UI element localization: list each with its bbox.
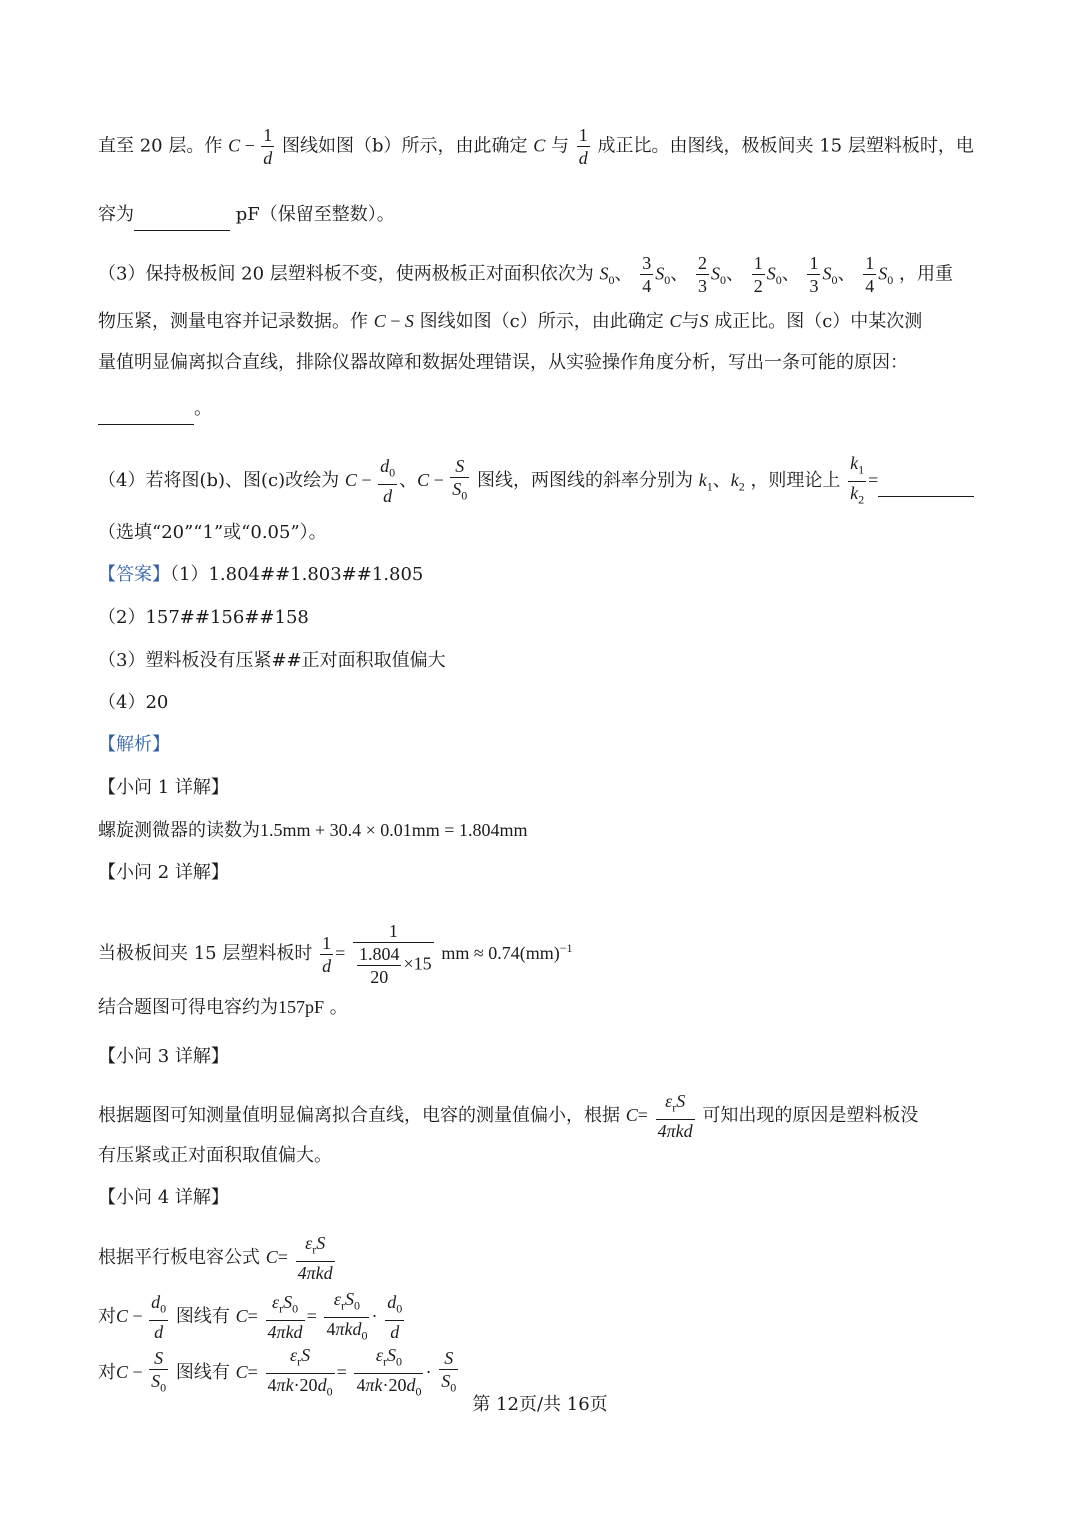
fraction: 1 $\frac{1.804}{20}$ ×15 (353, 920, 434, 988)
text: 螺旋测微器的读数为 (98, 820, 260, 841)
fraction: $\frac{S}{S_0}$ (452, 456, 468, 503)
fraction: $\frac{\varepsilon_rS_0}{\text{4πkd}}$ (267, 1292, 303, 1342)
p3-line2: 物压紧，测量电容并记录数据。作 C − S 图线如图（c）所示，由此确定 C与S 成正比。图（c）中某次测 (98, 311, 923, 332)
text: （4）若将图(b)、图(c)改绘为 (98, 470, 340, 492)
q3-heading: 【小问 3 详解】 (98, 1046, 229, 1067)
fraction: $\frac{\varepsilon_rS_0}{4\pi kd_0}$ (326, 1289, 368, 1343)
text: 图线有 (175, 1306, 230, 1328)
analysis-tag: 【解析】 (98, 734, 170, 755)
q4-heading: 【小问 4 详解】 (98, 1187, 229, 1208)
text: 与 (551, 135, 570, 157)
p2-line1: 直至 20 层。作 C − $\frac{1}{d}$ 图线如图（b）所示，由此确定 C 与 $\frac{1}{d}$ 成正比。由图线，极板间夹 15 层塑料板时，电 (98, 125, 974, 168)
text: 。 (329, 997, 348, 1018)
fraction: $\frac{S}{S_0}$ (441, 1348, 457, 1395)
q2-text: 当极板间夹 15 层塑料板时 $\frac{1}{d}$ = 1 $\frac{1.804}{20}$ ×15 mm ≈ 0.74(mm)$^{-1}$ (98, 921, 573, 987)
fraction: $\frac{\varepsilon_rS}{\text{4πkd}}$ (297, 1233, 333, 1283)
text: 图线，两图线的斜率分别为 (476, 470, 693, 492)
fraction: $\frac{3}{4}$ (642, 253, 652, 296)
fraction: $\frac{\varepsilon_rS}{4\pi k\cdot 20d_0}$ (267, 1345, 333, 1399)
fraction: $\frac{1}{4}$ (865, 253, 875, 296)
q1-text (98, 815, 527, 846)
text: 根据题图可知测量值明显偏离拟合直线，电容的测量值偏小，根据 (98, 1104, 620, 1126)
text: （3）保持极板间 20 层塑料板不变，使两极板正对面积依次为 (98, 263, 594, 285)
text: 。 (194, 398, 212, 419)
fraction: $\frac{d_0}{d}$ (151, 1292, 167, 1342)
p3-line3: 量值明显偏离拟合直线，排除仪器故障和数据处理错误，从实验操作角度分析，写出一条可能的原因： (98, 352, 908, 373)
text: 结合题图可得电容约为 (98, 997, 278, 1018)
p3-line1: （3）保持极板间 20 层塑料板不变，使两极板正对面积依次为 $S_0$、 $\frac{3}{4}$ $S_0$、 $\frac{2}{3}$ $S_0$、 $\frac{1}{2}$ $S_0$、 $\frac{1}{3}$ $S_0$、 $\frac{1}{4}$ $S_0$ ，用重 (98, 253, 953, 296)
fraction: $\frac{\varepsilon_rS}{\text{4πkd}}$ (657, 1091, 693, 1141)
text: 根据平行板电容公式 (98, 1246, 260, 1268)
text: 直至 20 层。作 (98, 135, 223, 157)
p4-line2: （选填“20”“1”或“0.05”）。 (98, 522, 327, 543)
fraction: $\frac{\varepsilon_rS_0}{4\pi k\cdot 20d_0}$ (356, 1345, 422, 1399)
answer-blank[interactable] (98, 394, 194, 425)
text: 图线如图（b）所示，由此确定 (282, 135, 528, 157)
text: 对 (98, 1306, 116, 1328)
q4-line3: 对C − $\frac{S}{S_0}$ 图线有 C= $\frac{\varepsilon_rS}{4\pi k\cdot 20d_0}$ = $\frac{\varepsilon_rS_0}{4\pi k\cdot 20d_0}$ · $\frac{S}{S_0}$ (98, 1344, 460, 1402)
equation: 1.5mm + 30.4 × 0.01mm = 1.804mm (260, 820, 528, 840)
text: （1）1.804##1.803##1.805 (170, 564, 424, 585)
q4-line2: 对C − $\frac{d_0}{d}$ 图线有 C= $\frac{\varepsilon_rS_0}{\text{4πkd}}$ = $\frac{\varepsilon_rS_0}{4\pi kd_0}$ · $\frac{d_0}{d}$ (98, 1288, 406, 1346)
q2-heading: 【小问 2 详解】 (98, 862, 229, 883)
fraction: $\frac{S}{S_0}$ (151, 1348, 167, 1395)
fraction: $\frac{d_0}{d}$ (387, 1292, 403, 1342)
text: 图线有 (175, 1362, 230, 1384)
fraction: $\frac{k_1}{k_2}$ (850, 453, 865, 507)
fraction: $\frac{2}{3}$ (698, 253, 708, 296)
p3-line4 (98, 394, 212, 425)
q1-heading: 【小问 1 详解】 (98, 777, 229, 798)
text: pF（保留至整数）。 (235, 204, 395, 225)
text: 对 (98, 1362, 116, 1384)
page-number: 第 12页/共 16页 (472, 1394, 608, 1415)
fraction: $\frac{1}{d}$ (322, 932, 332, 976)
text: 物压紧，测量电容并记录数据。作 (98, 311, 368, 332)
fraction: $\frac{1}{3}$ (809, 253, 819, 296)
text: 容为 (98, 204, 134, 225)
answer-line4: （4）20 (98, 692, 169, 713)
fraction: $\frac{d_0}{d}$ (380, 456, 396, 506)
answer-blank[interactable] (878, 466, 974, 497)
p2-line2 (98, 200, 395, 231)
text: 成正比。由图线，极板间夹 15 层塑料板时，电 (597, 135, 974, 157)
fraction: $\frac{1}{2}$ (753, 253, 763, 296)
text: 成正比。图（c）中某次测 (714, 311, 923, 332)
text: 图线如图（c）所示，由此确定 (419, 311, 664, 332)
q2-result (98, 992, 348, 1023)
q3-line2: 有压紧或正对面积取值偏大。 (98, 1145, 332, 1166)
q4-line1: 根据平行板电容公式 C= $\frac{\varepsilon_rS}{\text{4πkd}}$ (98, 1233, 333, 1283)
fraction: $\frac{1}{d}$ (263, 125, 273, 168)
q3-line1: 根据题图可知测量值明显偏离拟合直线，电容的测量值偏小，根据 C= $\frac{\varepsilon_rS}{\text{4πkd}}$ 可知出现的原因是塑料板没 (98, 1091, 919, 1141)
p4-line1: （4）若将图(b)、图(c)改绘为 C − $\frac{d_0}{d}$ 、C − $\frac{S}{S_0}$ 图线，两图线的斜率分别为 $k_1$、$k_2$ ，则理论上 $\frac{k_1}{k_2}$ = (98, 452, 974, 510)
text: ，则理论上 (750, 470, 841, 492)
answer-line2: （2）157##156##158 (98, 607, 309, 628)
answer-tag: 【答案】 (98, 564, 170, 585)
answer-blank[interactable] (134, 200, 230, 231)
text: 当极板间夹 15 层塑料板时 (98, 943, 313, 964)
fraction: $\frac{1}{d}$ (578, 125, 588, 168)
text: ，用重 (898, 263, 953, 285)
text: 可知出现的原因是塑料板没 (702, 1104, 919, 1126)
answer-line3: （3）塑料板没有压紧##正对面积取值偏大 (98, 650, 446, 671)
text: mm ≈ 0.74(mm) (441, 943, 560, 963)
answer-line1 (98, 560, 423, 590)
text: 157pF (278, 997, 325, 1017)
